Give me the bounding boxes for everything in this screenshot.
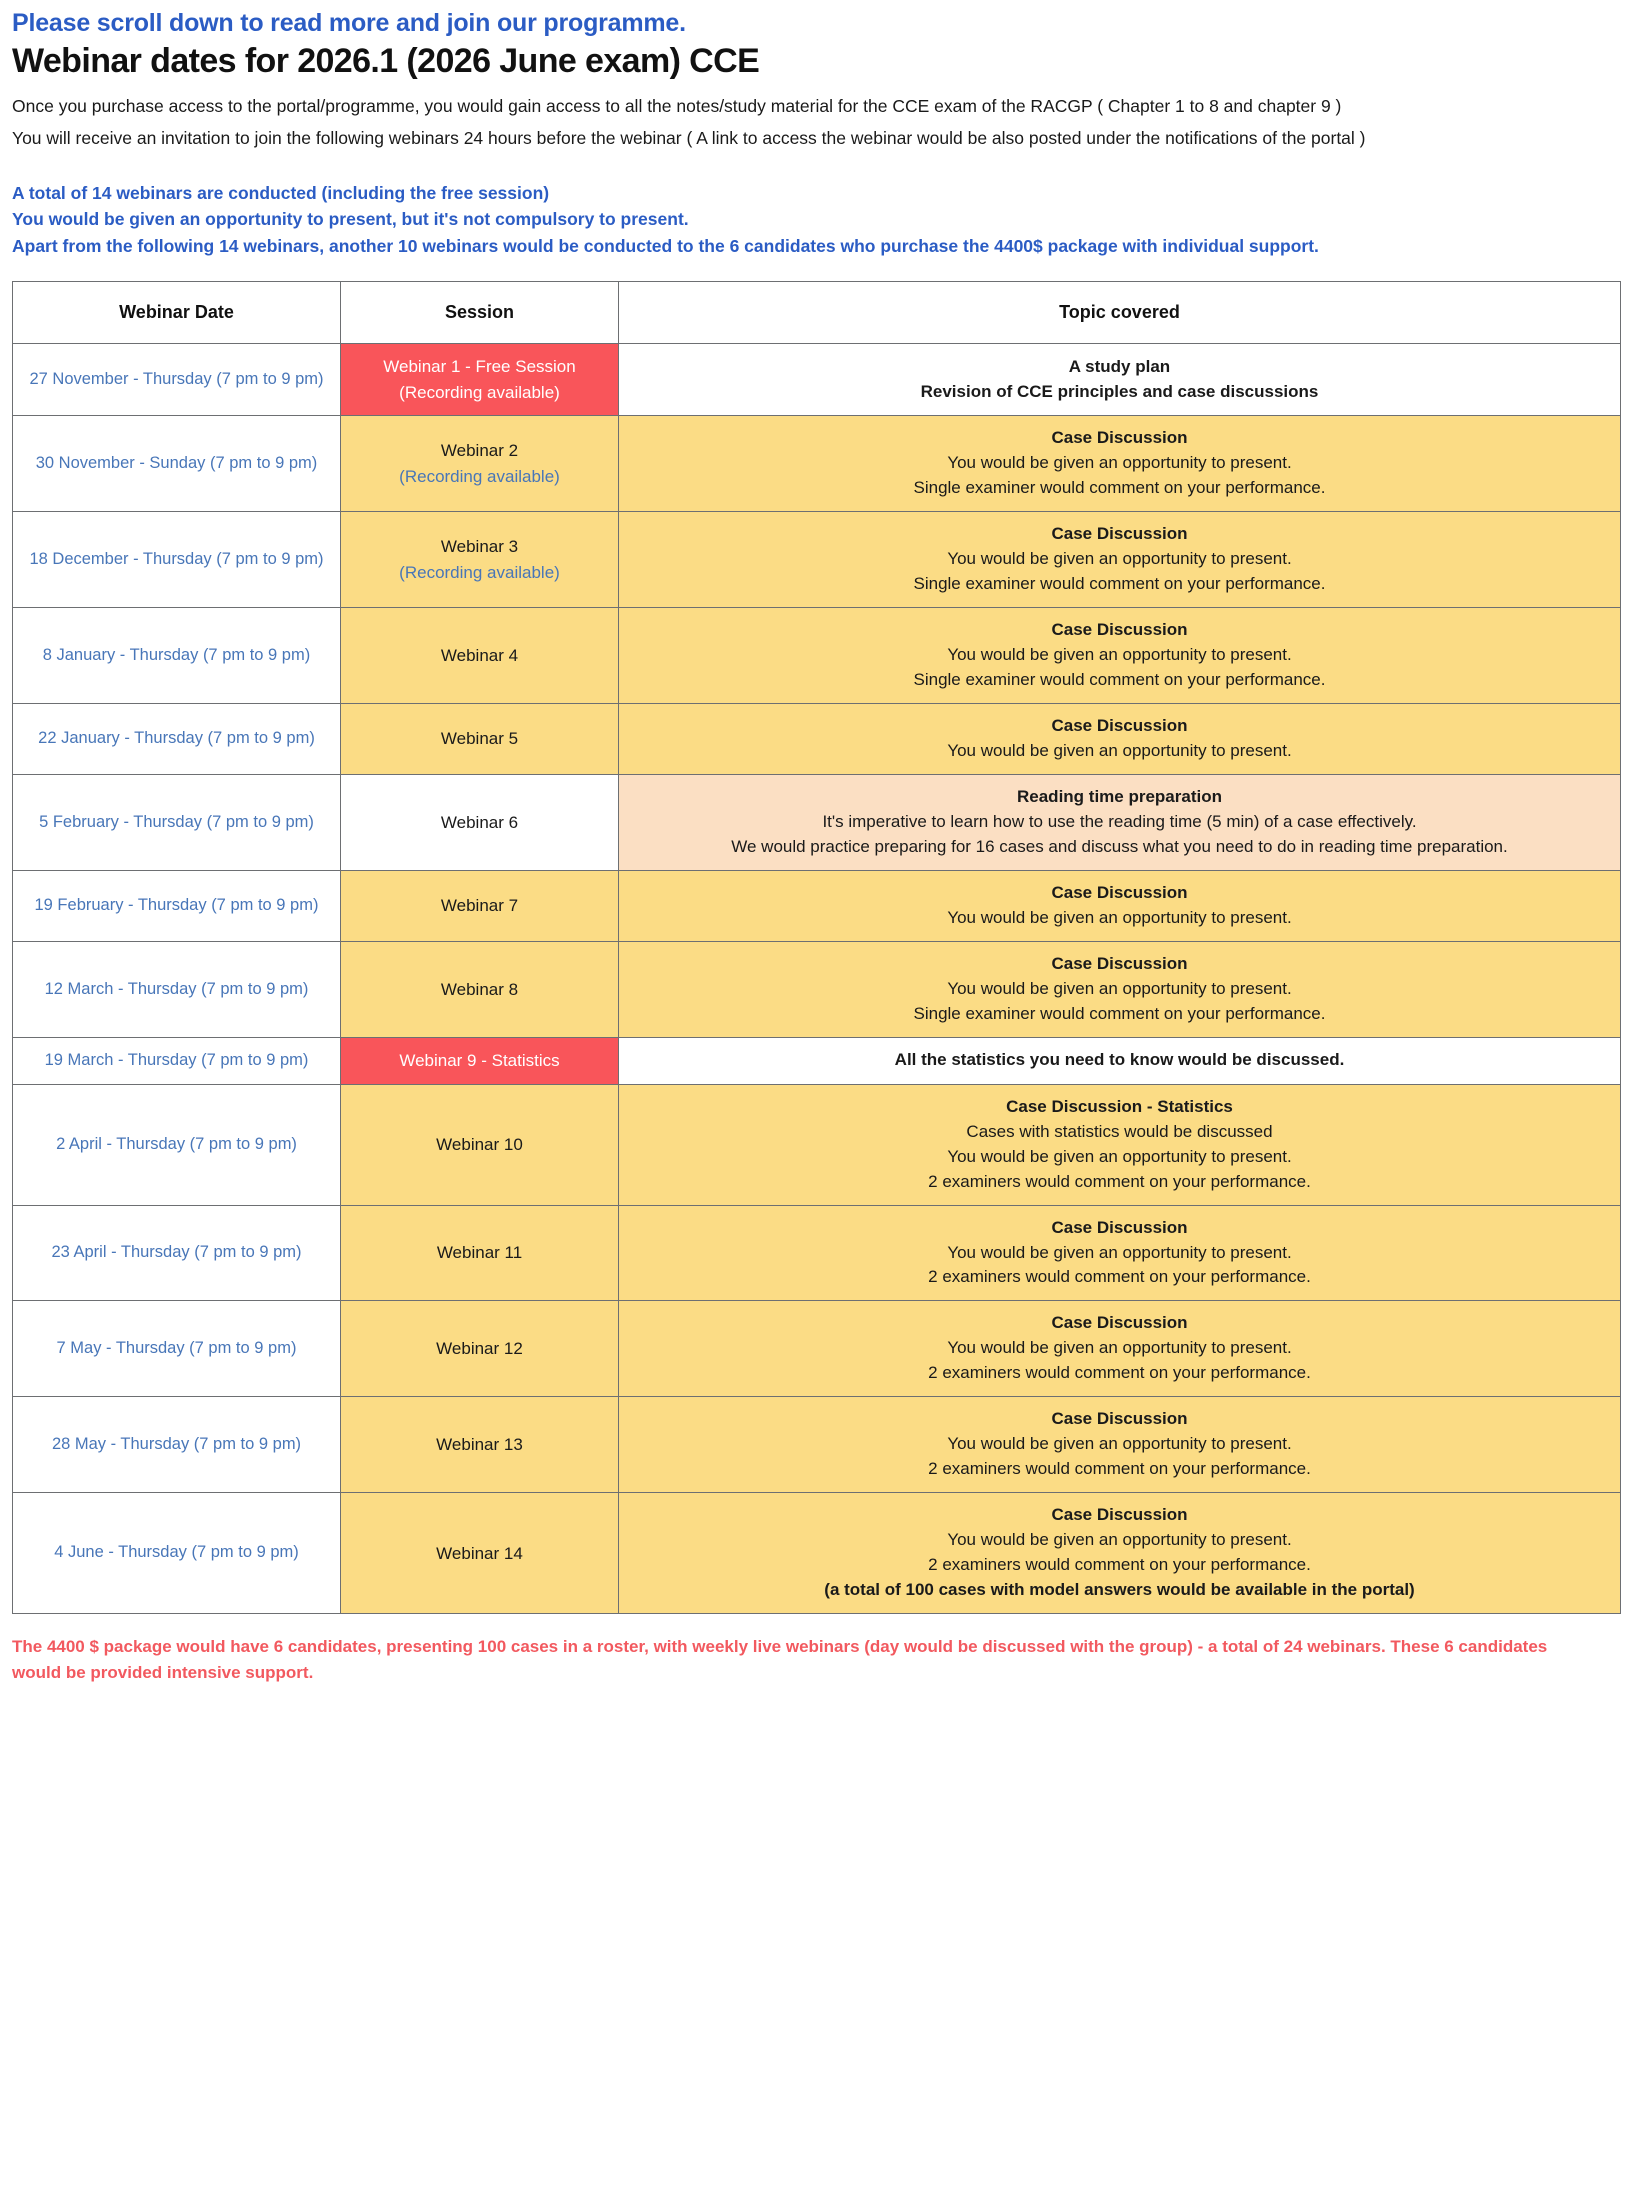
topic-line: You would be given an opportunity to present. (947, 1530, 1292, 1550)
topic-heading: Case Discussion (1051, 428, 1188, 448)
topic-line: 2 examiners would comment on your performance. (928, 1171, 1311, 1191)
topic-cell (619, 942, 1621, 1038)
table-row (13, 1205, 1621, 1301)
topic-line: You would be given an opportunity to present. (947, 741, 1292, 761)
intro-spacer (12, 158, 1620, 180)
topic-line: Single examiner would comment on your performance. (913, 670, 1326, 690)
session-recording-note: (Recording available) (399, 382, 560, 402)
table-row (13, 512, 1621, 608)
topic-cell (619, 704, 1621, 775)
session-title: Webinar 2 (440, 441, 519, 461)
table-header-row (13, 282, 1621, 344)
topic-cell (619, 1084, 1621, 1205)
webinar-date-text: 22 January - Thursday (7 pm to 9 pm) (38, 729, 315, 748)
column-header-session: Session (341, 282, 619, 344)
webinar-date-cell (13, 871, 341, 942)
webinar-date-text: 4 June - Thursday (7 pm to 9 pm) (54, 1543, 299, 1562)
webinar-date-cell (13, 775, 341, 871)
intro-note-presenting: You would be given an opportunity to present, but it's not compulsory to present. (12, 209, 689, 230)
topic-line: 2 examiners would comment on your performance. (928, 1459, 1311, 1479)
topic-line: You would be given an opportunity to present. (947, 453, 1292, 473)
webinar-date-text: 8 January - Thursday (7 pm to 9 pm) (42, 645, 311, 664)
session-cell (341, 512, 619, 608)
webinar-date-cell (13, 512, 341, 608)
topic-line: Revision of CCE principles and case discussions (920, 381, 1319, 401)
session-recording-note: (Recording available) (399, 562, 560, 582)
webinar-date-text: 23 April - Thursday (7 pm to 9 pm) (51, 1243, 302, 1262)
topic-line: You would be given an opportunity to present. (947, 908, 1292, 928)
webinar-date-text: 5 February - Thursday (7 pm to 9 pm) (39, 812, 314, 831)
table-row (13, 942, 1621, 1038)
webinar-date-cell (13, 416, 341, 512)
table-row (13, 416, 1621, 512)
intro-note-total-webinars: A total of 14 webinars are conducted (including the free session) (12, 182, 550, 203)
session-cell (341, 871, 619, 942)
topic-line: 2 examiners would comment on your performance. (928, 1555, 1311, 1575)
session-cell (341, 1493, 619, 1614)
webinar-date-text: 19 February - Thursday (7 pm to 9 pm) (34, 896, 319, 915)
table-row (13, 1301, 1621, 1397)
topic-line: Single examiner would comment on your performance. (913, 1004, 1326, 1024)
table-top-spacer (12, 259, 1620, 281)
webinar-date-text: 30 November - Sunday (7 pm to 9 pm) (35, 453, 318, 472)
topic-line: It's imperative to learn how to use the reading time (5 min) of a case effectively. (822, 812, 1417, 832)
page-title: Webinar dates for 2026.1 (2026 June exam) CCE (12, 42, 760, 80)
topic-heading: All the statistics you need to know would be discussed. (894, 1050, 1345, 1070)
column-header-webinar-date: Webinar Date (13, 282, 341, 344)
webinar-date-cell (13, 704, 341, 775)
table-row (13, 608, 1621, 704)
topic-line: You would be given an opportunity to present. (947, 1434, 1292, 1454)
webinar-date-cell (13, 1397, 341, 1493)
session-title: Webinar 8 (440, 979, 519, 999)
topic-heading: Case Discussion (1051, 883, 1188, 903)
intro-paragraph-2: You will receive an invitation to join the following webinars 24 hours before the webinar ( A link to access the webinar would be also posted under the notifications of the portal ) (12, 128, 1366, 149)
table-row (13, 871, 1621, 942)
webinar-date-text: 19 March - Thursday (7 pm to 9 pm) (44, 1050, 309, 1069)
topic-line: Cases with statistics would be discussed (966, 1121, 1273, 1141)
webinar-date-cell (13, 942, 341, 1038)
webinar-schedule-table (12, 281, 1621, 1614)
webinar-date-cell (13, 344, 341, 416)
webinar-date-text: 2 April - Thursday (7 pm to 9 pm) (56, 1134, 297, 1153)
topic-heading: Case Discussion (1051, 716, 1188, 736)
session-title: Webinar 10 (436, 1134, 523, 1154)
table-row (13, 1084, 1621, 1205)
session-title: Webinar 6 (440, 812, 519, 832)
webinar-date-cell (13, 1301, 341, 1397)
table-row (13, 704, 1621, 775)
session-cell (341, 1301, 619, 1397)
topic-heading: Case Discussion (1051, 620, 1188, 640)
webinar-date-text: 12 March - Thursday (7 pm to 9 pm) (44, 979, 309, 998)
topic-line: You would be given an opportunity to present. (947, 645, 1292, 665)
webinar-date-text: 27 November - Thursday (7 pm to 9 pm) (29, 369, 324, 388)
table-row (13, 344, 1621, 416)
topic-cell (619, 1301, 1621, 1397)
session-title: Webinar 3 (440, 537, 519, 557)
topic-heading: Case Discussion - Statistics (1006, 1096, 1233, 1116)
topic-heading: Reading time preparation (1017, 787, 1222, 807)
topic-heading: Case Discussion (1051, 1313, 1188, 1333)
session-title: Webinar 14 (436, 1543, 523, 1563)
table-body (13, 344, 1621, 1614)
topic-cell (619, 1205, 1621, 1301)
webinar-date-text: 28 May - Thursday (7 pm to 9 pm) (51, 1434, 302, 1453)
session-cell (341, 344, 619, 416)
session-title: Webinar 4 (440, 646, 519, 665)
topic-heading: Case Discussion (1051, 1505, 1188, 1525)
intro-paragraph-1: Once you purchase access to the portal/programme, you would gain access to all the notes/study material for the CCE exam of the RACGP ( Chapter 1 to 8 and chapter 9 ) (12, 96, 1342, 117)
topic-line: Single examiner would comment on your performance. (913, 574, 1326, 594)
topic-cell (619, 1038, 1621, 1085)
webinar-date-text: 18 December - Thursday (7 pm to 9 pm) (29, 549, 324, 568)
topic-line: Single examiner would comment on your performance. (913, 478, 1326, 498)
topic-line: You would be given an opportunity to present. (947, 979, 1292, 999)
topic-cell (619, 1493, 1621, 1614)
webinar-date-cell (13, 1205, 341, 1301)
session-title: Webinar 5 (440, 729, 519, 749)
session-cell (341, 704, 619, 775)
webinar-date-cell (13, 1084, 341, 1205)
topic-heading: Case Discussion (1051, 524, 1188, 544)
column-header-topic-covered: Topic covered (619, 282, 1621, 344)
table-row (13, 1038, 1621, 1085)
session-cell (341, 1084, 619, 1205)
session-recording-note: (Recording available) (399, 466, 560, 486)
table-header (13, 282, 1621, 344)
session-cell (341, 1038, 619, 1085)
topic-cell (619, 416, 1621, 512)
topic-line: You would be given an opportunity to present. (947, 549, 1292, 569)
session-title: Webinar 1 - Free Session (383, 357, 576, 377)
webinar-date-cell (13, 608, 341, 704)
session-cell (341, 608, 619, 704)
table-row (13, 1397, 1621, 1493)
table-row (13, 1493, 1621, 1614)
session-cell (341, 1205, 619, 1301)
topic-cell (619, 344, 1621, 416)
session-title: Webinar 13 (436, 1435, 523, 1455)
session-cell (341, 416, 619, 512)
topic-line: (a total of 100 cases with model answers would be available in the portal) (824, 1580, 1415, 1600)
topic-cell (619, 608, 1621, 704)
webinar-date-text: 7 May - Thursday (7 pm to 9 pm) (56, 1338, 297, 1357)
topic-line: You would be given an opportunity to present. (947, 1242, 1292, 1262)
session-cell (341, 775, 619, 871)
topic-cell (619, 512, 1621, 608)
topic-line: 2 examiners would comment on your performance. (928, 1267, 1311, 1287)
session-cell (341, 942, 619, 1038)
topic-heading: Case Discussion (1051, 954, 1188, 974)
scroll-prompt-heading: Please scroll down to read more and join our programme. (12, 9, 686, 37)
session-title: Webinar 9 - Statistics (399, 1051, 560, 1071)
topic-line: You would be given an opportunity to present. (947, 1146, 1292, 1166)
footer-package-note: The 4400 $ package would have 6 candidates, presenting 100 cases in a roster, with weekly live webinars (day would be discussed with the group) - a total of 24 webinars. These 6 candidates would be provided intensive support. (12, 1637, 1548, 1682)
webinar-date-cell (13, 1038, 341, 1085)
topic-line: You would be given an opportunity to present. (947, 1338, 1292, 1358)
topic-cell (619, 1397, 1621, 1493)
session-cell (341, 1397, 619, 1493)
session-title: Webinar 12 (436, 1339, 523, 1359)
webinar-date-cell (13, 1493, 341, 1614)
topic-heading: Case Discussion (1051, 1217, 1188, 1237)
session-title: Webinar 7 (440, 896, 519, 916)
topic-cell (619, 871, 1621, 942)
table-row (13, 775, 1621, 871)
topic-heading: Case Discussion (1051, 1409, 1188, 1429)
session-title: Webinar 11 (436, 1243, 523, 1263)
topic-line: 2 examiners would comment on your performance. (928, 1363, 1311, 1383)
topic-line: We would practice preparing for 16 cases and discuss what you need to do in reading time preparation. (731, 837, 1508, 857)
topic-heading: A study plan (1068, 356, 1171, 376)
intro-note-package: Apart from the following 14 webinars, another 10 webinars would be conducted to the 6 candidates who purchase the 4400$ package with individual support. (12, 235, 1319, 256)
topic-cell (619, 775, 1621, 871)
